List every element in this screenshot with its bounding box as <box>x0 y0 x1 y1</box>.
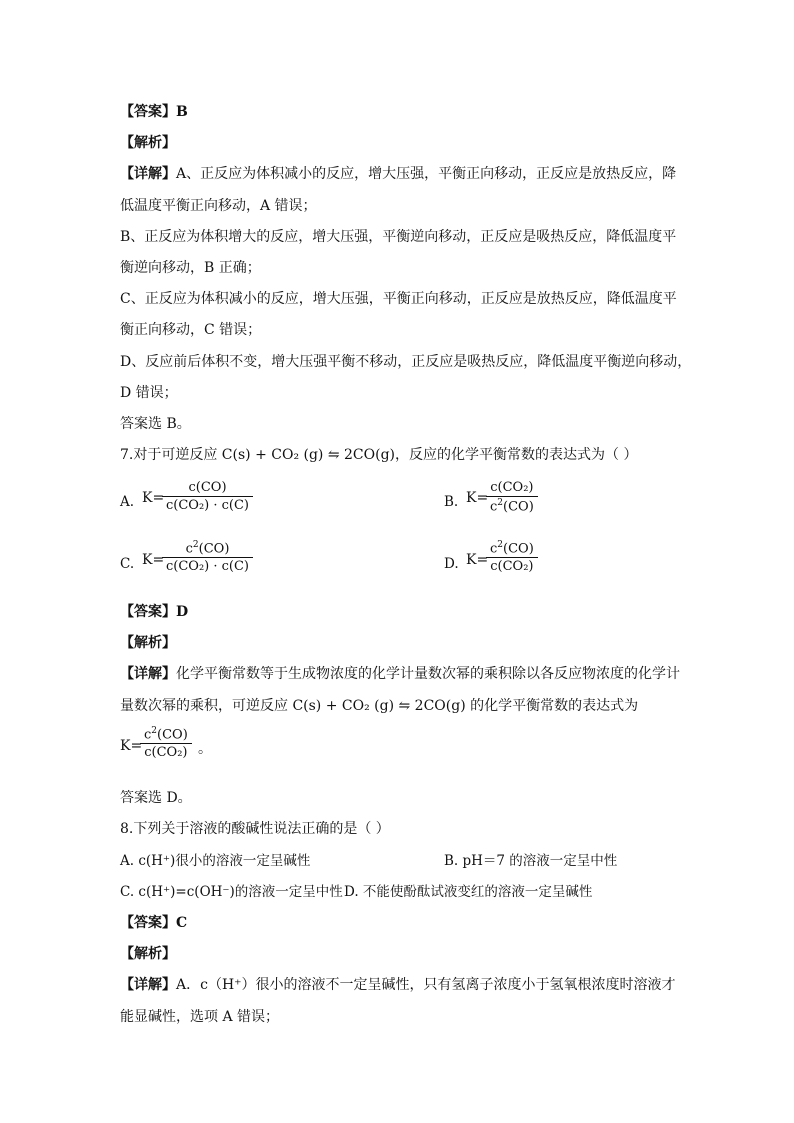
q7-formula-denominator: c(CO₂) <box>140 743 191 760</box>
q7-option-b-label: B. <box>444 494 459 510</box>
d-num-rest: (CO) <box>503 541 534 557</box>
q7-option-b-numerator: c(CO₂) <box>490 480 534 495</box>
q7-detail-line-2: 量数次幂的乘积，可逆反应 C(s) + CO₂ (g) ⇋ 2CO(g) 的化学平衡常数的表达式为 <box>120 698 639 714</box>
q8-detail-text-1: A．c（H⁺）很小的溶液不一定呈碱性，只有氢离子浓度小于氢氧根浓度时溶液才 <box>176 977 676 993</box>
q7-formula-fraction <box>140 726 192 760</box>
q7-option-a-numerator: c(CO) <box>188 480 227 495</box>
q8-answer: 【答案】C <box>120 915 188 931</box>
b-den-exp: 2 <box>497 498 504 508</box>
q7-option-b-fraction <box>486 480 538 514</box>
q7-option-a-fraction <box>162 480 253 513</box>
f-num-rest: (CO) <box>157 727 188 743</box>
q8-detail-line-2: 能显碱性，选项 A 错误； <box>120 1009 280 1025</box>
q6-conclusion: 答案选 B。 <box>120 416 191 432</box>
q6-analysis-heading: 【解析】 <box>120 135 176 151</box>
b-den-rest: (CO) <box>503 499 534 515</box>
q7-option-a-k: K= <box>142 490 165 506</box>
q7-option-a-denominator: c(CO₂) · c(C) <box>162 496 253 513</box>
q7-conclusion: 答案选 D。 <box>120 790 192 806</box>
c-num-rest: (CO) <box>198 541 230 557</box>
detail-label: 【详解】 <box>120 666 176 682</box>
b-den-base: c <box>490 499 498 515</box>
q7-option-c-k: K= <box>142 552 165 568</box>
f-num-exp: 2 <box>151 726 158 736</box>
q7-stem: 7.对于可逆反应 C(s) + CO₂ (g) ⇋ 2CO(g)，反应的化学平衡常数的表达式为（ ） <box>120 447 638 463</box>
q7-option-d-label: D. <box>444 556 459 572</box>
q7-option-c-numerator <box>182 540 234 557</box>
q6-detail-line-5: C、正反应为体积减小的反应，增大压强，平衡正向移动，正反应是放热反应，降低温度平 <box>120 291 677 307</box>
q6-detail-line-7: D、反应前后体积不变，增大压强平衡不移动，正反应是吸热反应，降低温度平衡逆向移动， <box>120 354 692 370</box>
q8-detail-line-1 <box>120 975 676 995</box>
q6-detail-line-1 <box>120 164 676 184</box>
q7-option-d-k: K= <box>466 552 489 568</box>
q7-option-d-denominator: c(CO₂) <box>486 557 537 574</box>
q7-option-a-label: A. <box>120 494 135 510</box>
q6-detail-line-6: 衡正向移动，C 错误； <box>120 322 262 338</box>
q7-option-d-numerator <box>486 540 538 557</box>
q7-answer: 【答案】D <box>120 604 189 620</box>
q7-option-c-denominator: c(CO₂) · c(C) <box>162 557 253 574</box>
d-num-exp: 2 <box>497 540 504 550</box>
q7-analysis-heading: 【解析】 <box>120 635 176 651</box>
q7-option-c-label: C. <box>120 556 135 572</box>
c-num-exp: 2 <box>192 540 199 550</box>
d-num-base: c <box>490 541 498 557</box>
q7-formula-k: K= <box>120 738 143 754</box>
q6-detail-text-1: A、正反应为体积减小的反应，增大压强，平衡正向移动，正反应是放热反应，降 <box>176 166 677 182</box>
q7-detail-text-1: 化学平衡常数等于生成物浓度的化学计量数次幂的乘积除以各反应物浓度的化学计 <box>176 666 680 682</box>
q8-option-c: C. c(H⁺)=c(OH⁻)的溶液一定呈中性 <box>120 884 343 900</box>
q8-option-b: B. pH＝7 的溶液一定呈中性 <box>444 853 618 869</box>
q7-option-b-k: K= <box>466 490 489 506</box>
q7-option-d-fraction <box>486 540 538 574</box>
q7-detail-line-1 <box>120 664 680 684</box>
q8-analysis-heading: 【解析】 <box>120 946 176 962</box>
detail-label: 【详解】 <box>120 977 176 993</box>
q6-detail-line-4: 衡逆向移动，B 正确； <box>120 260 261 276</box>
q8-option-a: A. c(H⁺)很小的溶液一定呈碱性 <box>120 853 311 869</box>
q6-detail-line-3: B、正反应为体积增大的反应，增大压强，平衡逆向移动，正反应是吸热反应，降低温度平 <box>120 229 677 245</box>
q6-answer: 【答案】B <box>120 104 188 120</box>
q6-detail-line-2: 低温度平衡正向移动，A 错误； <box>120 198 317 214</box>
q7-formula-numerator <box>140 726 192 743</box>
f-num-base: c <box>144 727 152 743</box>
q6-detail-line-8: D 错误； <box>120 385 178 401</box>
q8-stem: 8.下列关于溶液的酸碱性说法正确的是（ ） <box>120 821 390 837</box>
q7-option-c-fraction <box>162 540 253 574</box>
q8-option-d: D. 不能使酚酞试液变红的溶液一定呈碱性 <box>344 884 593 900</box>
q7-option-b-denominator <box>486 496 538 514</box>
c-num-base: c <box>185 541 193 557</box>
detail-label: 【详解】 <box>120 166 176 182</box>
q7-formula-end: 。 <box>198 741 212 757</box>
